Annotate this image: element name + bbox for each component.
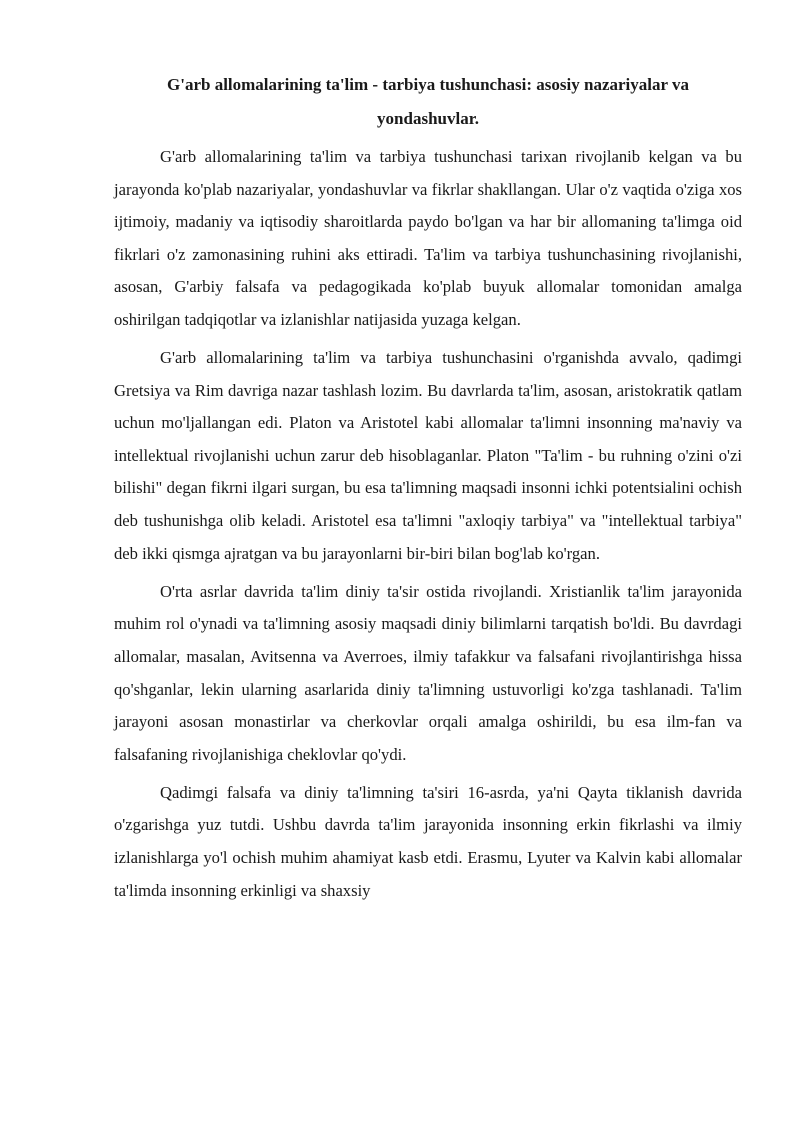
document-page [114, 68, 742, 913]
paragraph-3: O'rta asrlar davrida ta'lim diniy ta'sir ostida rivojlandi. Xristianlik ta'lim jarayonida muhim rol o'ynadi va ta'limning asosiy maqsadi diniy bilimlarni tarqatish bo'ldi. Bu davrdagi allomalar, masalan, Avitsenna va Averroes, ilmiy tafakkur va falsafani rivojlantirishga hissa qo'shganlar, lekin ularning asarlarida diniy ta'limning ustuvorligi ko'zga tashlanadi. Ta'lim jarayoni asosan monastirlar va cherkovlar orqali amalga oshirildi, bu esa ilm-fan va falsafaning rivojlanishiga cheklovlar qo'ydi. [114, 581, 742, 764]
paragraph-1: G'arb allomalarining ta'lim va tarbiya tushunchasi tarixan rivojlanib kelgan va bu jarayonda ko'plab nazariyalar, yondashuvlar va fikrlar shakllangan. Ular o'z vaqtida o'ziga xos ijtimoiy, madaniy va iqtisodiy sharoitlarda paydo bo'lgan va har bir allomaning ta'limga oid fikrlari o'z zamonasining ruhini aks ettiradi. Ta'lim va tarbiya tushunchasining rivojlanishi, asosan, G'arbiy falsafa va pedagogikada ko'plab buyuk allomalar tomonidan amalga oshirilgan tadqiqotlar va izlanishlar natijasida yuzaga kelgan. [114, 147, 742, 329]
document-title: G'arb allomalarining ta'lim - tarbiya tushunchasi: asosiy nazariyalar va yondashuvlar. [167, 75, 689, 128]
paragraph-2: G'arb allomalarining ta'lim va tarbiya tushunchasini o'rganishda avvalo, qadimgi Gretsiya va Rim davriga nazar tashlash lozim. Bu davrlarda ta'lim, asosan, aristokratik qatlam uchun mo'ljallangan edi. Platon va Aristotel kabi allomalar ta'limni insonning ma'naviy va intellektual rivojlanishi uchun zarur deb hisoblaganlar. Platon "Ta'lim - bu ruhning o'zini o'zi bilishi" degan fikrni ilgari surgan, bu esa ta'limning maqsadi insonni ichki potentsialini ochish deb tushunishga olib keladi. Aristotel esa ta'limni "axloqiy tarbiya" va "intellektual tarbiya" deb ikki qismga ajratgan va bu jarayonlarni bir-biri bilan bog'lab ko'rgan. [114, 348, 742, 563]
paragraph-4: Qadimgi falsafa va diniy ta'limning ta'siri 16-asrda, ya'ni Qayta tiklanish davrida o'zgarishga yuz tutdi. Ushbu davrda ta'lim jarayonida insonning erkin fikrlashi va ilmiy izlanishlarga yo'l ochish muhim ahamiyat kasb etdi. Erasmu, Lyuter va Kalvin kabi allomalar ta'limda insonning erkinligi va shaxsiy [114, 782, 742, 900]
